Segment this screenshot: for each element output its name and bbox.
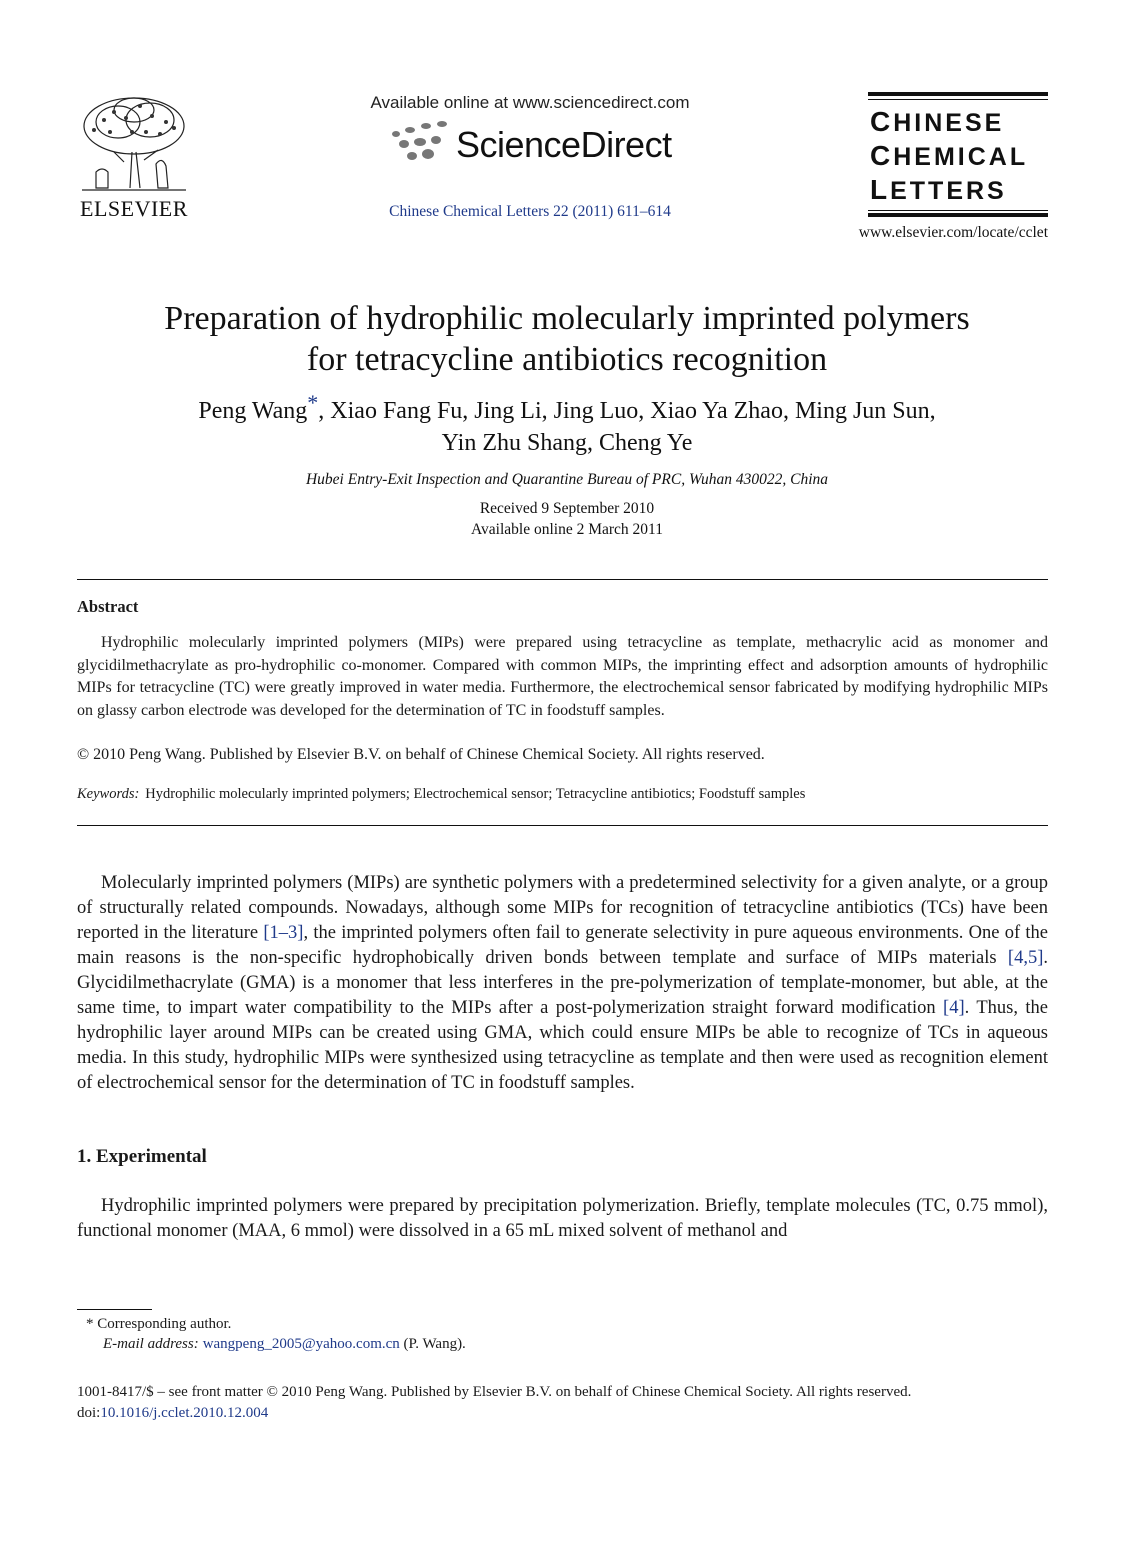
sciencedirect-dots-icon [388,118,454,168]
front-matter [77,1382,1048,1424]
sciencedirect-logo[interactable] [388,118,688,170]
keywords-label: Keywords: [77,786,140,802]
received-date: Received 9 September 2010 [479,500,655,517]
elsevier-tree-icon [74,92,194,196]
experimental-text [77,1194,1048,1244]
journal-logo-bottom-thin-rule [868,210,1048,211]
title-line-1: Preparation of hydrophilic molecularly imprinted polymers [164,300,970,337]
author-first: Peng Wang [198,398,308,424]
doi-line [77,1403,1048,1424]
journal-name-line-2: CHEMICAL [870,140,1029,171]
journal-url[interactable]: www.elsevier.com/locate/cclet [858,224,1048,241]
abstract-heading: Abstract [77,597,139,616]
journal-name-line-1: CHINESE [870,106,1005,137]
section-heading: 1. Experimental [77,1146,207,1167]
keywords [77,786,1048,803]
email-suffix: (P. Wang). [403,1336,466,1352]
affiliation: Hubei Entry-Exit Inspection and Quarantine Bureau of PRC, Wuhan 430022, China [305,471,829,488]
abstract-top-divider [77,579,1048,580]
journal-logo-top-rule [868,92,1048,96]
elsevier-logo [74,92,194,222]
author-email [103,1336,466,1353]
abstract-copyright: © 2010 Peng Wang. Published by Elsevier B.V. on behalf of Chinese Chemical Society. All rights reserved. [77,746,765,763]
doi-link[interactable]: 10.1016/j.cclet.2010.12.004 [100,1405,269,1421]
authors-line-2: Yin Zhu Shang, Cheng Ye [441,430,693,456]
online-date: Available online 2 March 2011 [471,521,663,538]
keywords-list: Hydrophilic molecularly imprinted polymers; Electrochemical sensor; Tetracycline antibiotics; Foodstuff samples [145,786,806,802]
experimental-paragraph: Hydrophilic imprinted polymers were prepared by precipitation polymerization. Briefly, template molecules (TC, 0.75 mmol), functional monomer (MAA, 6 mmol) were dissolved in a 65 mL mixed solvent of methanol and [77,1196,1048,1241]
reference-link[interactable]: [4] [943,998,965,1018]
publisher-name: ELSEVIER [80,196,188,221]
abstract-text: Hydrophilic molecularly imprinted polymers (MIPs) were prepared using tetracycline as template, methacrylic acid as monomer and glycidilmethacrylate as pro-hydrophilic co-monomer. Compared with common MIPs, the imprinting effect and adsorption amounts of hydrophilic MIPs for tetracycline (TC) were greatly improved in water media. Furthermore, the electrochemical sensor fabricated by modifying hydrophilic MIPs on glassy carbon electrode was developed for the determination of TC in foodstuff samples. [77,634,1048,720]
email-label: E-mail address: [103,1336,199,1352]
doi-label: doi: [77,1405,101,1421]
sciencedirect-brand: ScienceDirect [456,124,672,165]
abstract-body [77,632,1048,723]
abstract-bottom-divider [77,825,1048,826]
article-dates [100,498,1034,540]
authors-rest: , Xiao Fang Fu, Jing Li, Jing Luo, Xiao Ya Zhao, Ming Jun Sun, [318,398,936,424]
introduction [77,871,1048,1096]
journal-citation-link[interactable]: Chinese Chemical Letters 22 (2011) 611–614 [389,203,671,220]
reference-link[interactable]: [1–3] [263,923,304,943]
available-online-note[interactable]: Available online at www.sciencedirect.com [370,93,690,112]
journal-name-line-3: LETTERS [870,174,1007,205]
journal-logo-bottom-rule [868,213,1048,217]
reference-link[interactable]: [4,5] [1007,948,1044,968]
article-title [100,298,1034,380]
corresponding-author-note: * Corresponding author. [86,1316,232,1332]
journal-logo [868,92,1048,220]
footnote-divider [77,1309,152,1310]
authors-line-1 [100,390,1034,427]
title-line-2: for tetracycline antibiotics recognition [306,341,828,378]
intro-paragraph: Molecularly imprinted polymers (MIPs) are synthetic polymers with a predetermined selectivity for a given analyte, or a group of structurally related compounds. Nowadays, although some MIPs for recognition of tetracycline antibiotics (TCs) have been reported in the literature [1–3], the imprinted polymers often fail to generate selectivity in pure aqueous environments. One of the main reasons is the non-specific hydrophobically driven bonds between template and surface of MIPs materials [4,5]. Glycidilmethacrylate (GMA) is a monomer that less interferes in the pre-polymerization of template-monomer, but able, at the same time, to impart water compatibility to the MIPs after a post-polymerization straight forward modification [4]. Thus, the hydrophilic layer around MIPs can be created using GMA, which could ensure MIPs be able to recognize of TCs in aqueous media. In this study, hydrophilic MIPs were synthesized using tetracycline as template and then were used as recognition element of electrochemical sensor for the determination of TC in foodstuff samples. [77,873,1048,1093]
journal-logo-top-thin-rule [868,99,1048,100]
author-list [100,390,1034,459]
email-link[interactable]: wangpeng_2005@yahoo.com.cn [202,1336,400,1352]
front-matter-text: 1001-8417/$ – see front matter © 2010 Peng Wang. Published by Elsevier B.V. on behalf of Chinese Chemical Society. All rights reserved. [77,1384,912,1400]
corresponding-author-marker[interactable]: * [307,390,319,415]
